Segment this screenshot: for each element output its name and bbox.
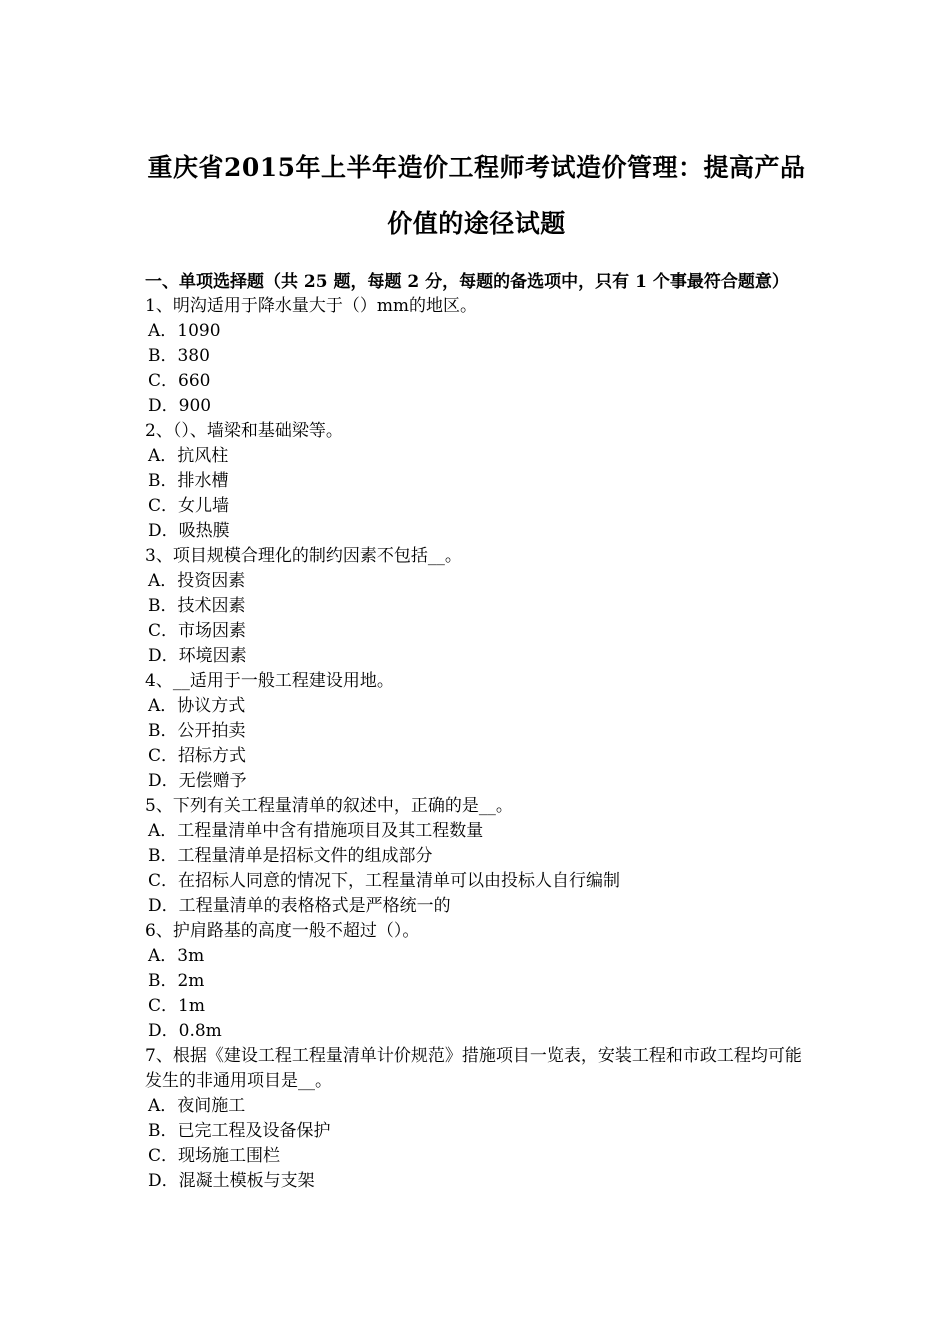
document-title-line-2: 价值的途径试题 bbox=[387, 209, 566, 238]
option-c: C．招标方式 bbox=[148, 746, 247, 766]
option-d: D．混凝土模板与支架 bbox=[148, 1171, 315, 1191]
option-d: D．工程量清单的表格格式是严格统一的 bbox=[148, 896, 451, 916]
option-c: C．女儿墙 bbox=[148, 496, 230, 516]
option-b: B．380 bbox=[148, 346, 210, 366]
question-2 bbox=[145, 419, 808, 544]
question-text: 1、明沟适用于降水量大于（）mm的地区。 bbox=[145, 296, 478, 316]
option-a: A．夜间施工 bbox=[148, 1096, 246, 1116]
question-text: 7、根据《建设工程工程量清单计价规范》措施项目一览表，安装工程和市政工程均可能发生的非通用项目是__。 bbox=[145, 1046, 802, 1091]
question-text: 6、护肩路基的高度一般不超过（）。 bbox=[145, 921, 420, 941]
option-c: C．1m bbox=[148, 996, 205, 1016]
question-list bbox=[145, 294, 808, 1194]
option-b: B．技术因素 bbox=[148, 596, 246, 616]
question-6 bbox=[145, 919, 808, 1044]
option-b: B．排水槽 bbox=[148, 471, 229, 491]
question-5 bbox=[145, 794, 808, 919]
question-text: 2、（）、墙梁和基础梁等。 bbox=[145, 421, 343, 441]
option-c: C．市场因素 bbox=[148, 621, 247, 641]
document-title bbox=[145, 140, 808, 252]
option-a: A．协议方式 bbox=[148, 696, 246, 716]
option-c: C．在招标人同意的情况下，工程量清单可以由投标人自行编制 bbox=[148, 871, 621, 891]
option-a: A．3m bbox=[148, 946, 205, 966]
option-c: C．现场施工围栏 bbox=[148, 1146, 281, 1166]
option-c: C．660 bbox=[148, 371, 211, 391]
question-text: 5、下列有关工程量清单的叙述中，正确的是__。 bbox=[145, 796, 513, 816]
question-4 bbox=[145, 669, 808, 794]
question-text: 4、__适用于一般工程建设用地。 bbox=[145, 671, 394, 691]
option-d: D．吸热膜 bbox=[148, 521, 230, 541]
option-a: A．投资因素 bbox=[148, 571, 246, 591]
question-text: 3、项目规模合理化的制约因素不包括__。 bbox=[145, 546, 462, 566]
option-b: B．工程量清单是招标文件的组成部分 bbox=[148, 846, 433, 866]
question-1 bbox=[145, 294, 808, 419]
option-a: A．工程量清单中含有措施项目及其工程数量 bbox=[148, 821, 484, 841]
option-a: A．抗风柱 bbox=[148, 446, 229, 466]
option-b: B．公开拍卖 bbox=[148, 721, 246, 741]
option-d: D．环境因素 bbox=[148, 646, 247, 666]
option-d: D．900 bbox=[148, 396, 212, 416]
document-title-line-1: 重庆省2015年上半年造价工程师考试造价管理：提高产品 bbox=[147, 153, 806, 182]
option-a: A．1090 bbox=[148, 321, 221, 341]
option-d: D．无偿赠予 bbox=[148, 771, 247, 791]
option-d: D．0.8m bbox=[148, 1021, 222, 1041]
section-heading: 一、单项选择题（共 25 题，每题 2 分，每题的备选项中，只有 1 个事最符合题意） bbox=[145, 272, 789, 292]
option-b: B．2m bbox=[148, 971, 205, 991]
question-3 bbox=[145, 544, 808, 669]
option-b: B．已完工程及设备保护 bbox=[148, 1121, 331, 1141]
question-7 bbox=[145, 1044, 808, 1194]
